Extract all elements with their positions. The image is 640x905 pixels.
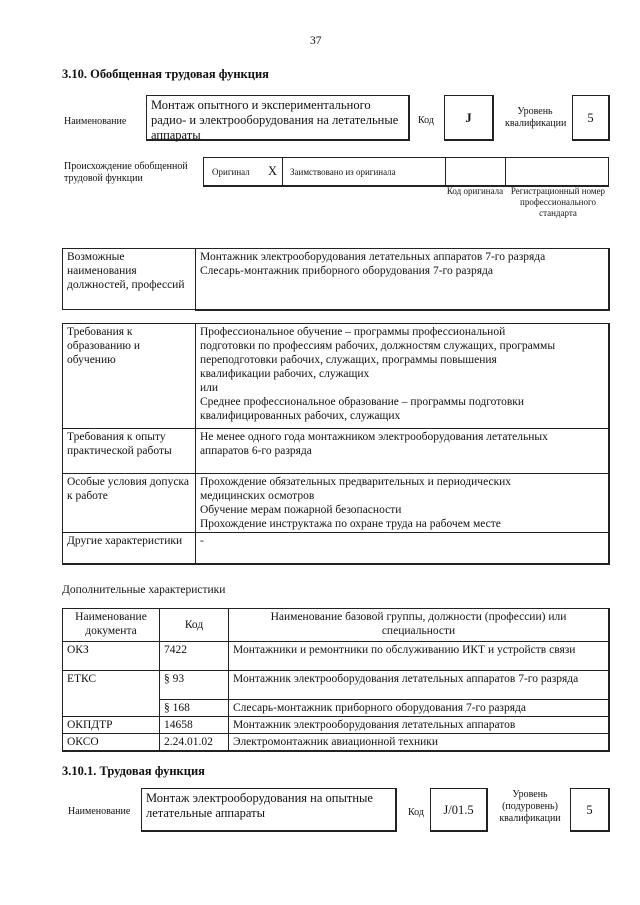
reg-number-caption: Регистрационный номер профессионального стандарта (510, 186, 606, 218)
req-line: медицинских осмотров (200, 490, 315, 502)
req-line: Обучение мерам пожарной безопасности (200, 504, 402, 516)
sub-level-value: 5 (586, 803, 593, 817)
cell-doc: ОКПДТР (63, 717, 160, 734)
cell-name: Монтажник электрооборудования летательных аппаратов (229, 717, 610, 734)
req-line: - (200, 535, 204, 547)
origin-label: Происхождение обобщенной трудовой функции (64, 161, 188, 184)
cell-code: 7422 (160, 642, 229, 671)
req-line: аппаратов 6-го разряда (200, 445, 312, 457)
code-original-caption: Код оригинала (446, 186, 504, 196)
sub-level-label: Уровень (подуровень) квалификации (499, 789, 561, 824)
code-box (444, 95, 494, 141)
positions-table (62, 248, 610, 311)
header-code: Код (160, 609, 229, 642)
header-name: Наименование базовой группы, должности (профессии) или специальности (229, 609, 610, 642)
req-line: Прохождение инструктажа по охране труда на рабочем месте (200, 518, 501, 530)
req-line: или (200, 382, 219, 394)
additional-table (62, 608, 610, 752)
table-row (63, 324, 610, 429)
function-name: Монтаж опытного и экспериментального радио- и электрооборудования на летательные аппараты (151, 98, 399, 142)
cell-name: Слесарь-монтажник приборного оборудования 7-го разряда (229, 700, 610, 717)
page-number: 37 (310, 35, 322, 47)
cell-code: § 93 (160, 671, 229, 700)
req-line: Среднее профессиональное образование – программы подготовки (200, 396, 525, 408)
original-label: Оригинал (212, 167, 250, 177)
table-row (63, 642, 610, 671)
section-title: 3.10. Обобщенная трудовая функция (62, 67, 269, 81)
function-name-box (146, 95, 410, 141)
sub-name-label: Наименование (68, 806, 131, 817)
header-doc: Наименование документа (63, 609, 160, 642)
divider (505, 157, 506, 187)
name-label: Наименование (64, 116, 127, 127)
req-label: Особые условия допуска к работе (63, 474, 196, 533)
sub-code-box (430, 788, 488, 832)
requirements-table (62, 323, 610, 565)
req-line: переподготовки рабочих, служащих, программы повышения (200, 354, 497, 366)
req-line: Прохождение обязательных предварительных и периодических (200, 476, 512, 488)
cell-doc: ЕТКС (63, 671, 160, 717)
positions-label: Возможные наименования должностей, профессий (63, 249, 196, 310)
table-header-row (63, 609, 610, 642)
original-mark: X (268, 164, 278, 178)
req-label: Требования к образованию и обучению (63, 324, 196, 429)
code-value: J (465, 111, 472, 125)
sub-level-box (570, 788, 610, 832)
level-box (572, 95, 610, 141)
cell-name: Электромонтажник авиационной техники (229, 734, 610, 752)
divider (445, 157, 446, 187)
table-row (63, 671, 610, 700)
cell-doc: ОКСО (63, 734, 160, 752)
req-line: подготовки по профессиям рабочих, должностям служащих, программы (200, 340, 556, 352)
req-value (196, 474, 610, 533)
table-row (63, 429, 610, 474)
subsection-title: 3.10.1. Трудовая функция (62, 764, 205, 778)
origin-frame (203, 157, 609, 187)
divider (282, 157, 283, 187)
req-line: Профессиональное обучение – программы профессиональной (200, 326, 506, 338)
req-line: квалификации рабочих, служащих (200, 368, 370, 380)
req-value (196, 429, 610, 474)
req-value (196, 324, 610, 429)
cell-name: Монтажники и ремонтники по обслуживанию ИКТ и устройств связи (229, 642, 610, 671)
cell-code: 14658 (160, 717, 229, 734)
sub-code-label: Код (408, 807, 424, 818)
cell-code: 2.24.01.02 (160, 734, 229, 752)
positions-cell (196, 249, 610, 310)
borrowed-label: Заимствовано из оригинала (290, 167, 396, 177)
req-line: квалифицированных рабочих, служащих (200, 410, 401, 422)
position-line: Слесарь-монтажник приборного оборудования 7-го разряда (200, 265, 493, 277)
sub-function-name-box (141, 788, 397, 832)
table-row (63, 249, 610, 310)
position-line: Монтажник электрооборудования летательных аппаратов 7-го разряда (200, 251, 546, 263)
sub-code-value: J/01.5 (443, 803, 474, 817)
req-label: Другие характеристики (63, 533, 196, 565)
req-value (196, 533, 610, 565)
req-label: Требования к опыту практической работы (63, 429, 196, 474)
cell-code: § 168 (160, 700, 229, 717)
sub-function-name: Монтаж электрооборудования на опытные летательные аппараты (146, 791, 373, 820)
code-label: Код (418, 115, 434, 126)
table-row (63, 717, 610, 734)
req-line: Не менее одного года монтажником электрооборудования летательных (200, 431, 548, 443)
table-row (63, 474, 610, 533)
additional-title: Дополнительные характеристики (62, 584, 226, 596)
level-label: Уровень квалификации (505, 106, 567, 129)
cell-name: Монтажник электрооборудования летательных аппаратов 7-го разряда (229, 671, 610, 700)
level-value: 5 (587, 111, 594, 125)
table-row (63, 734, 610, 752)
table-row (63, 533, 610, 565)
cell-doc: ОКЗ (63, 642, 160, 671)
